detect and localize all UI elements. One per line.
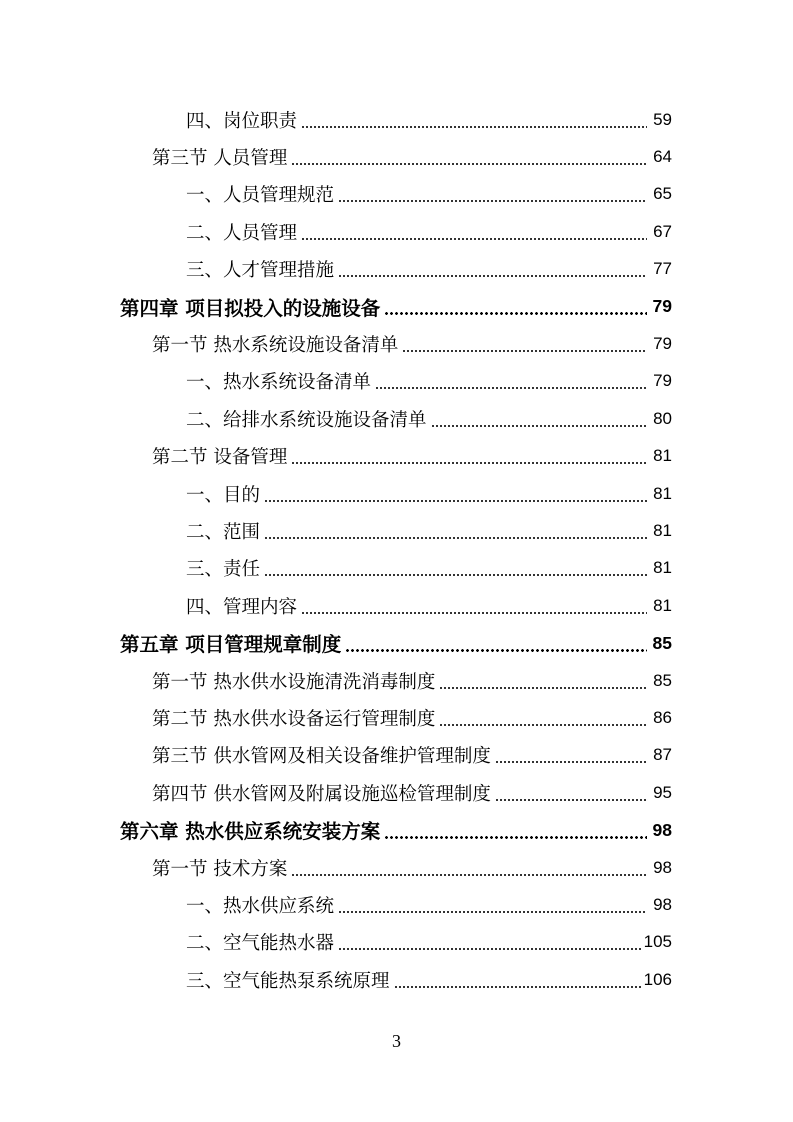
dot-leader [291,462,647,464]
toc-entry-title: 第六章 热水供应系统安装方案 [120,820,381,844]
toc-entry-title: 二、给排水系统设施设备清单 [186,409,427,431]
toc-entry-page: 98 [653,894,672,914]
toc-section-entry[interactable] [0,138,793,175]
toc-entry-page: 95 [653,782,672,802]
toc-section-entry[interactable] [0,737,793,774]
toc-subsection-entry[interactable] [0,961,793,998]
toc-entry-page: 98 [652,819,672,840]
toc-entry-title: 三、责任 [186,559,261,581]
toc-subsection-entry[interactable] [0,213,793,250]
toc-subsection-entry[interactable] [0,101,793,138]
toc-subsection-entry[interactable] [0,251,793,288]
toc-subsection-entry[interactable] [0,363,793,400]
toc-subsection-entry[interactable] [0,550,793,587]
dot-leader [495,799,647,801]
toc-entry-page: 77 [653,259,672,279]
toc-entry-title: 第一节 热水供水设施清洗消毒制度 [152,671,436,693]
toc-entry-title: 第五章 项目管理规章制度 [120,633,342,657]
toc-entry-page: 79 [652,296,672,317]
toc-subsection-entry[interactable] [0,475,793,512]
dot-leader [291,874,647,876]
toc-entry-page: 85 [653,670,672,690]
toc-section-entry[interactable] [0,774,793,811]
page-number: 3 [392,1031,401,1051]
dot-leader [439,687,647,689]
toc-entry-title: 第二节 热水供水设备运行管理制度 [152,708,436,730]
dot-leader [394,986,641,988]
dot-leader [338,911,647,913]
toc-entry-page: 85 [652,632,672,653]
toc-entry-title: 第三节 人员管理 [152,148,288,170]
toc-section-entry[interactable] [0,325,793,362]
toc-entry-page: 81 [653,446,672,466]
toc-entry-page: 81 [653,483,672,503]
toc-section-entry[interactable] [0,662,793,699]
toc-entry-page: 81 [653,595,672,615]
dot-leader [384,312,647,315]
toc-entry-title: 第三节 供水管网及相关设备维护管理制度 [152,746,491,768]
toc-entry-page: 65 [653,184,672,204]
dot-leader [338,200,647,202]
toc-entry-page: 81 [653,520,672,540]
toc-entry-title: 第四节 供水管网及附属设施巡检管理制度 [152,783,491,805]
toc-subsection-entry[interactable] [0,176,793,213]
toc-entry-title: 第一节 热水系统设施设备清单 [152,335,399,357]
toc-entry-title: 一、热水供应系统 [186,895,335,917]
dot-leader [264,500,647,502]
dot-leader [495,761,647,763]
toc-entry-title: 二、人员管理 [186,222,298,244]
toc-entry-title: 三、空气能热泵系统原理 [186,970,390,992]
dot-leader [301,126,647,128]
toc-entry-title: 三、人才管理措施 [186,260,335,282]
toc-entry-page: 80 [653,408,672,428]
toc-entry-page: 81 [653,558,672,578]
dot-leader [301,612,647,614]
dot-leader [338,948,641,950]
toc-entry-title: 一、目的 [186,484,261,506]
dot-leader [375,387,647,389]
toc-chapter-entry[interactable] [0,624,793,661]
toc-section-entry[interactable] [0,699,793,736]
toc-entry-title: 四、岗位职责 [186,110,298,132]
dot-leader [439,724,647,726]
dot-leader [431,425,647,427]
toc-entry-page: 79 [653,334,672,354]
dot-leader [338,275,647,277]
toc-entry-page: 79 [653,371,672,391]
dot-leader [301,238,647,240]
toc-subsection-entry[interactable] [0,587,793,624]
toc-entry-title: 二、空气能热水器 [186,933,335,955]
dot-leader [291,163,647,165]
toc-section-entry[interactable] [0,849,793,886]
toc-subsection-entry[interactable] [0,512,793,549]
table-of-contents [0,101,793,998]
dot-leader [264,537,647,539]
toc-entry-title: 第一节 技术方案 [152,858,288,880]
toc-entry-page: 59 [653,109,672,129]
toc-subsection-entry[interactable] [0,400,793,437]
dot-leader [384,836,647,839]
toc-entry-title: 第四章 项目拟投入的设施设备 [120,296,381,320]
toc-entry-page: 67 [653,221,672,241]
toc-entry-title: 二、范围 [186,521,261,543]
toc-entry-page: 106 [643,969,672,989]
toc-chapter-entry[interactable] [0,811,793,848]
toc-chapter-entry[interactable] [0,288,793,325]
toc-entry-page: 64 [653,147,672,167]
toc-entry-page: 105 [643,932,672,952]
dot-leader [264,574,647,576]
dot-leader [402,350,647,352]
toc-entry-page: 86 [653,707,672,727]
toc-section-entry[interactable] [0,438,793,475]
dot-leader [345,649,647,652]
toc-entry-title: 一、热水系统设备清单 [186,372,372,394]
toc-entry-title: 第二节 设备管理 [152,447,288,469]
toc-entry-page: 87 [653,745,672,765]
toc-entry-title: 一、人员管理规范 [186,185,335,207]
toc-entry-page: 98 [653,857,672,877]
toc-subsection-entry[interactable] [0,886,793,923]
toc-entry-title: 四、管理内容 [186,596,298,618]
toc-subsection-entry[interactable] [0,924,793,961]
